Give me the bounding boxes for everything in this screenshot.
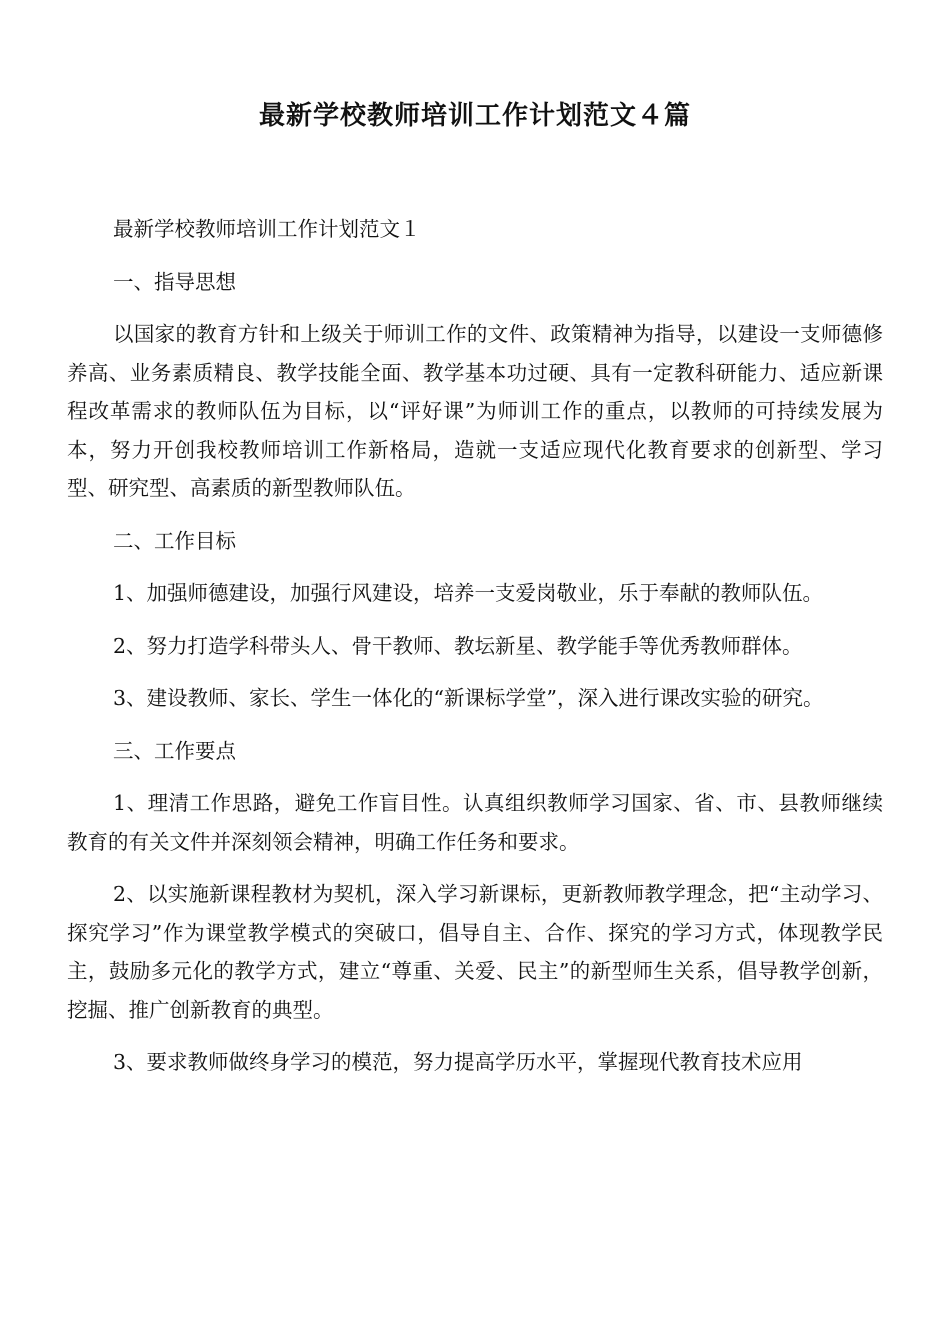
section-heading-work-goals: 二、工作目标 <box>113 528 236 553</box>
document-body <box>67 210 883 1096</box>
document-title: 最新学校教师培训工作计划范文４篇 <box>258 101 691 131</box>
list-item: 3、要求教师做终身学习的模范，努力提高学历水平，掌握现代教育技术应用 <box>113 1050 803 1074</box>
section-heading-work-points: 三、工作要点 <box>113 738 236 763</box>
list-item: 2、努力打造学科带头人、骨干教师、教坛新星、教学能手等优秀教师群体。 <box>113 633 803 658</box>
subtitle-paragraph: 最新学校教师培训工作计划范文１ <box>113 217 421 241</box>
body-paragraph: 以国家的教育方针和上级关于师训工作的文件、政策精神为指导，以建设一支师德修养高、业务素质精良、教学技能全面、教学基本功过硬、具有一定教科研能力、适应新课程改革需求的教师队伍为目标，以“评好课”为师训工作的重点，以教师的可持续发展为本，努力开创我校教师培训工作新格局，造就一支适应现代化教育要求的创新型、学习型、研究型、高素质的新型教师队伍。 <box>67 322 883 500</box>
list-item: 2、以实施新课程教材为契机，深入学习新课标，更新教师教学理念，把“主动学习、探究学习”作为课堂教学模式的突破口，倡导自主、合作、探究的学习方式，体现教学民主，鼓励多元化的教学方式，建立“尊重、关爱、民主”的新型师生关系，倡导教学创新，挖掘、推广创新教育的典型。 <box>67 882 883 1022</box>
list-item: 1、理清工作思路，避免工作盲目性。认真组织教师学习国家、省、市、县教师继续教育的有关文件并深刻领会精神，明确工作任务和要求。 <box>67 791 883 854</box>
list-item: 1、加强师德建设，加强行风建设，培养一支爱岗敬业，乐于奉献的教师队伍。 <box>113 581 824 605</box>
list-item: 3、建设教师、家长、学生一体化的“新课标学堂”，深入进行课改实验的研究。 <box>113 686 824 710</box>
section-heading-guiding-thought: 一、指导思想 <box>113 269 236 294</box>
